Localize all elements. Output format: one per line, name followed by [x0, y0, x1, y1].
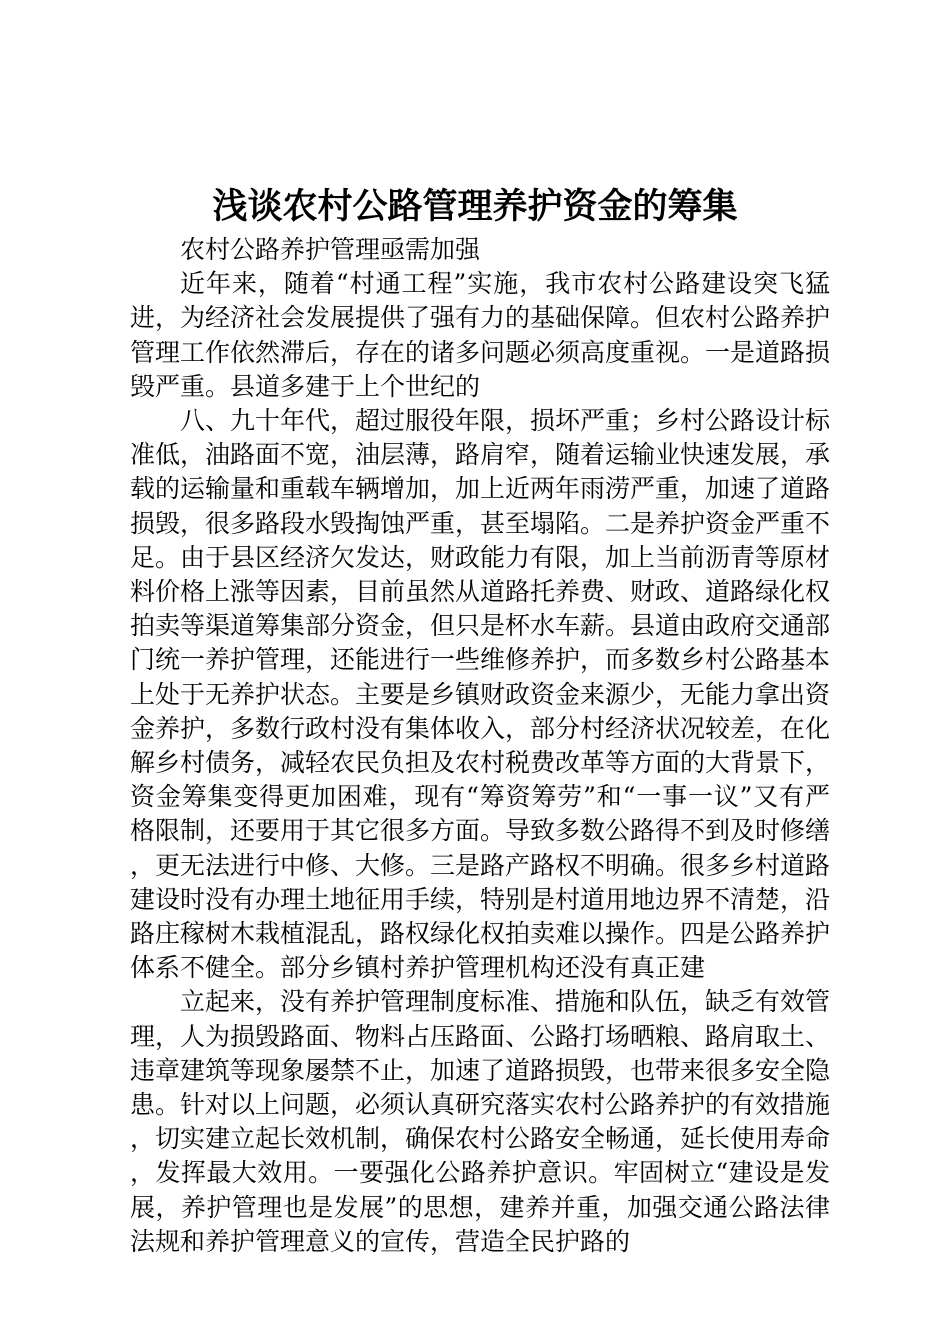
document-title: 浅谈农村公路管理养护资金的筹集 [212, 186, 738, 227]
paragraph-3: 立起来，没有养护管理制度标准、措施和队伍，缺乏有效管理，人为损毁路面、物料占压路面、公路打场晒粮、路肩取土、违章建筑等现象屡禁不止，加速了道路损毁，也带来很多安全隐患。针对以上问题，必须认真研究落实农村公路养护的有效措施，切实建立起长效机制，确保农村公路安全畅通，延长使用寿命，发挥最大效用。一要强化公路养护意识。牢固树立“建设是发展，养护管理也是发展”的思想，建养并重，加强交通公路法律法规和养护管理意义的宣传，营造全民护路的 [130, 987, 831, 1256]
paragraph-2: 八、九十年代，超过服役年限，损坏严重；乡村公路设计标准低，油路面不宽，油层薄，路肩窄，随着运输业快速发展，承载的运输量和重载车辆增加，加上近两年雨涝严重，加速了道路损毁，很多路段水毁掏蚀严重，甚至塌陷。二是养护资金严重不足。由于县区经济欠发达，财政能力有限，加上当前沥青等原材料价格上涨等因素，目前虽然从道路托养费、财政、道路绿化权拍卖等渠道筹集部分资金，但只是杯水车薪。县道由政府交通部门统一养护管理，还能进行一些维修养护，而多数乡村公路基本上处于无养护状态。主要是乡镇财政资金来源少，无能力拿出资金养护，多数行政村没有集体收入，部分村经济状况较差，在化解乡村债务，减轻农民负担及农村税费改革等方面的大背景下，资金筹集变得更加困难，现有“筹资筹劳”和“一事一议”又有严格限制，还要用于其它很多方面。导致多数公路得不到及时修缮，更无法进行中修、大修。三是路产路权不明确。很多乡村道路建设时没有办理土地征用手续，特别是村道用地边界不清楚，沿路庄稼树木栽植混乱，路权绿化权拍卖难以操作。四是公路养护体系不健全。部分乡镇村养护管理机构还没有真正建 [130, 406, 831, 983]
paragraph-1: 近年来，随着“村通工程”实施，我市农村公路建设突飞猛进，为经济社会发展提供了强有力的基础保障。但农村公路养护管理工作依然滞后，存在的诸多问题必须高度重视。一是道路损毁严重。县道多建于上个世纪的 [130, 269, 831, 401]
document-body [130, 233, 830, 1259]
paragraph-subheading: 农村公路养护管理亟需加强 [180, 235, 481, 264]
